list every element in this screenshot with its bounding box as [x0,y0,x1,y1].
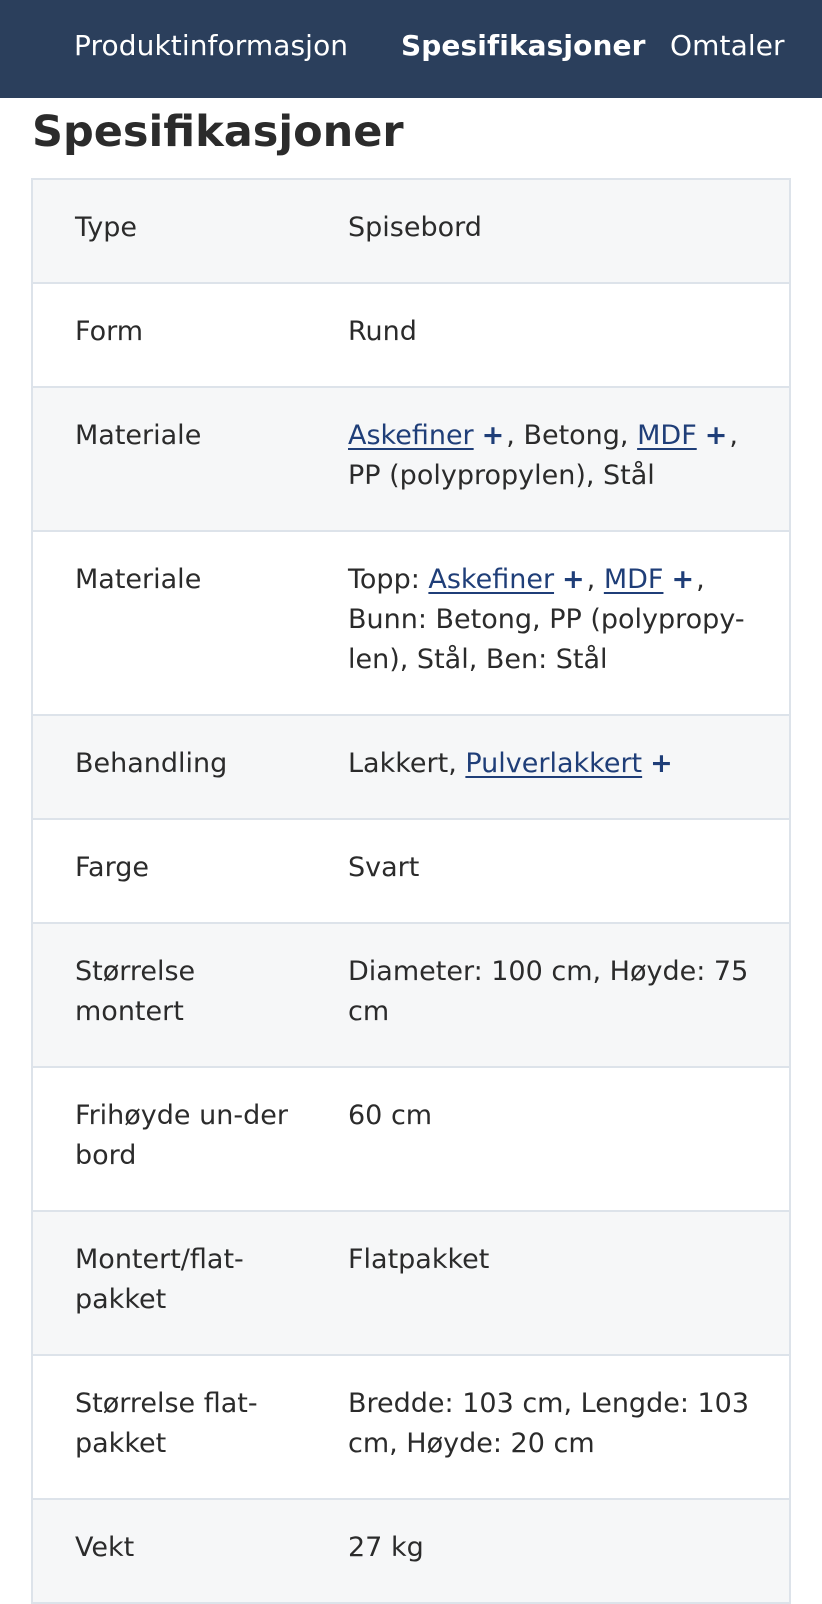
tab-spesifikasjoner[interactable]: Spesifikasjoner [401,29,646,62]
spec-value: 60 cm [348,1100,433,1131]
spec-label: Vekt [75,1532,135,1563]
value-text: PP (polypropylen), Stål [348,460,655,491]
spec-row-vekt [33,1500,789,1604]
expand-plus-icon[interactable]: + [650,748,673,779]
spec-label: Størrelse montert [75,956,196,1027]
spec-row-storrelse-montert [33,924,789,1068]
spec-table [31,178,791,1604]
spec-label: Størrelse flat-pakket [75,1388,258,1459]
spec-row-type [33,180,789,284]
spec-label: Materiale [75,420,202,451]
spec-row-materiale [33,388,789,532]
expand-plus-icon[interactable]: + [562,564,585,595]
spec-value: Svart [348,852,420,883]
spec-row-form [33,284,789,388]
spec-row-storrelse-flatpakket [33,1356,789,1500]
spec-value [348,744,768,784]
spec-value: Bredde: 103 cm, Lengde: 103 cm, Høyde: 20 cm [348,1388,750,1459]
value-text: Lakkert, [348,748,466,779]
expand-plus-icon[interactable]: + [671,564,695,595]
page-title: Spesifikasjoner [32,107,404,157]
value-text: Topp: [348,564,429,595]
spec-value: Flatpakket [348,1244,490,1275]
spec-value: Spisebord [348,212,482,243]
spec-label: Farge [75,852,149,883]
tab-produktinformasjon[interactable]: Produktinformasjon [74,29,349,62]
spec-value: Diameter: 100 cm, Høyde: 75 cm [348,956,749,1027]
spec-value: 27 kg [348,1532,424,1563]
spec-label: Frihøyde un-der bord [75,1100,288,1171]
tab-omtaler[interactable]: Omtaler [670,29,785,62]
mdf-link[interactable]: MDF [637,420,697,451]
value-text: , [729,420,738,451]
value-text: , Betong, [506,420,638,451]
value-text: , [696,564,705,595]
askefiner-link[interactable]: Askefiner [348,420,474,451]
spec-label: Behandling [75,748,228,779]
spec-row-materiale-detail [33,532,789,716]
spec-value [348,416,768,496]
spec-label: Montert/flat-pakket [75,1244,244,1315]
spec-row-behandling [33,716,789,820]
expand-plus-icon[interactable]: + [704,420,728,451]
spec-row-farge [33,820,789,924]
product-tab-nav [0,0,822,98]
spec-row-montert-flatpakket [33,1212,789,1356]
spec-label: Materiale [75,564,202,595]
pulverlakkert-link[interactable]: Pulverlakkert [465,748,643,779]
value-text: Bunn: Betong, PP (polypropy-len), Stål, Ben: Stål [348,604,745,675]
expand-plus-icon[interactable]: + [481,420,505,451]
spec-label: Form [75,316,144,347]
askefiner-link[interactable]: Askefiner [428,564,555,595]
mdf-link[interactable]: MDF [603,564,664,595]
value-text: , [586,564,604,595]
spec-value [348,560,768,680]
spec-value: Rund [348,316,417,347]
spec-row-frihoyde [33,1068,789,1212]
spec-label: Type [75,212,138,243]
